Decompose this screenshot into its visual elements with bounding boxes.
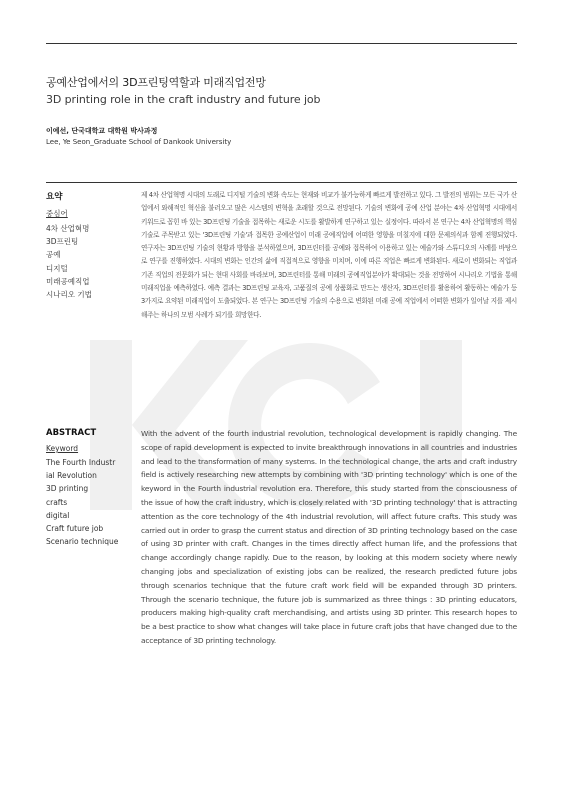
keyword-item: The Fourth Industr	[46, 458, 116, 467]
paper-title-english: 3D printing role in the craft industry and future job	[46, 93, 321, 106]
keyword-item: 3D프린팅	[46, 237, 79, 247]
author-english: Lee, Ye Seon_Graduate School of Dankook University	[46, 138, 232, 146]
english-abstract-sidebar	[46, 428, 130, 548]
keyword-item: 4차 산업혁명	[46, 224, 90, 233]
summary-heading: 요약	[46, 192, 63, 202]
keyword-list-english	[46, 456, 130, 548]
keyword-item: 미래공예직업	[46, 276, 90, 286]
keyword-item: crafts	[46, 497, 68, 507]
keyword-item: 시나리오 기법	[46, 290, 92, 300]
keyword-item: 3D printing	[46, 484, 89, 494]
abstract-heading: ABSTRACT	[46, 428, 97, 438]
keyword-item: ial Revolution	[46, 471, 97, 481]
keyword-item: Scenario technique	[46, 537, 119, 547]
keyword-item: Craft future job	[46, 524, 104, 534]
author-korean: 이예선, 단국대학교 대학원 박사과정	[46, 127, 158, 135]
keyword-list-korean	[46, 222, 130, 301]
keyword-item: 공예	[46, 250, 61, 260]
korean-summary-body: 제 4차 산업혁명 시대의 도래로 디지털 기술의 변화 속도는 현재와 비교가 불가능하게 빠르게 발전하고 있다. 그 발전의 범위는 모든 국가 산업에서 와해적인 혁신을 불러오고 많은 시스템의 변혁을 초래할 것으로 전망된다. 기술의 변화에 공예 산업 분야는 4차 산업혁명 시대에서 키워드로 꼽힌 바 있는 3D프린팅 기술을 접목하는 새로운 시도를 활발하게 연구하고 있는 실정이다. 따라서 본 연구는 4차 산업혁명의 핵심기술로 주목받고 있는 '3D프린팅 기술'과 접목한 공예산업이 미래 공예직업에 어떠한 영향을 미칠지에 대한 문제의식과 함께 진행되었다. 연구자는 3D프린팅 기술의 현황과 방향을 분석하였으며, 3D프린터를 공예와 접목하여 이용하고 있는 예술가와 스튜디오의 사례를 바탕으로 연구를 진행하였다. 시대의 변화는 인간의 삶에 직접적으로 영향을 미치며, 이에 따른 직업은 빠르게 변화된다. 새로이 변화되는 직업과 기존 직업의 전문화가 되는 현대 사회를 바라보며, 3D프린터를 통해 미래의 공예직업분야가 확대되는 것을 전망하여 시나리오 기법을 통해 미래직업을 예측하였다. 예측 결과는 3D프린팅 교육자, 고품질의 공예 상품화로 만드는 생산자, 3D프린터를 활용하여 활동하는 예술가 등 3가지로 요약된 미래직업이 도출되었다. 본 연구는 3D프린팅 기술의 수용으로 변화된 미래 공예 직업에서 어떠한 변화가 일어날 지를 제시해주는 하나의 모범 사례가 되기를 희망한다.	[141, 191, 517, 319]
header-rule	[46, 43, 517, 44]
korean-summary-sidebar	[46, 190, 130, 301]
keyword-label-english: Keyword	[46, 444, 79, 453]
section-rule	[46, 182, 517, 183]
english-abstract-body: With the advent of the fourth industrial revolution, technological development is rapidly changing. The scope of rapid development is expected to invite breakthrough innovations in all countries and industries and lead to the transformation of many systems. In the technological change, the arts and craft industry field is actively researching new attempts by combining with '3D printing technology' which is one of the keyword in the Fourth industrial revolution era. Therefore, this study started from the consciousness of the issue of how the craft industry, which is closely related with '3D printing technology' that is attracting attention as the core technology of the 4th industrial revolution, will affect future crafts. This study was carried out in order to grasp the current status and direction of 3D printing technology based on the case of using 3D printer with craft. Changes in the times directly affect human life, and the professions that change accordingly change rapidly. Due to the reason, by looking at this modern society where newly changing jobs and specialization of existing jobs can be realized, the research predicted future jobs through scenarios technique that the future craft work field will be expanded through 3D printers. Through the scenario technique, the future job is summarized as three things : 3D printing educators, producers making high-quality craft merchandising, and artists using 3D printer. This research hopes to be a best practice to show what changes will take place in future craft jobs that have changed due to the acceptance of 3D printing technology.	[141, 429, 517, 645]
paper-title-korean: 공예산업에서의 3D프린팅역할과 미래직업전망	[46, 76, 266, 89]
keyword-item: digital	[46, 510, 70, 520]
keyword-item: 디지털	[46, 263, 68, 273]
keyword-label-korean: 중심어	[46, 209, 68, 218]
